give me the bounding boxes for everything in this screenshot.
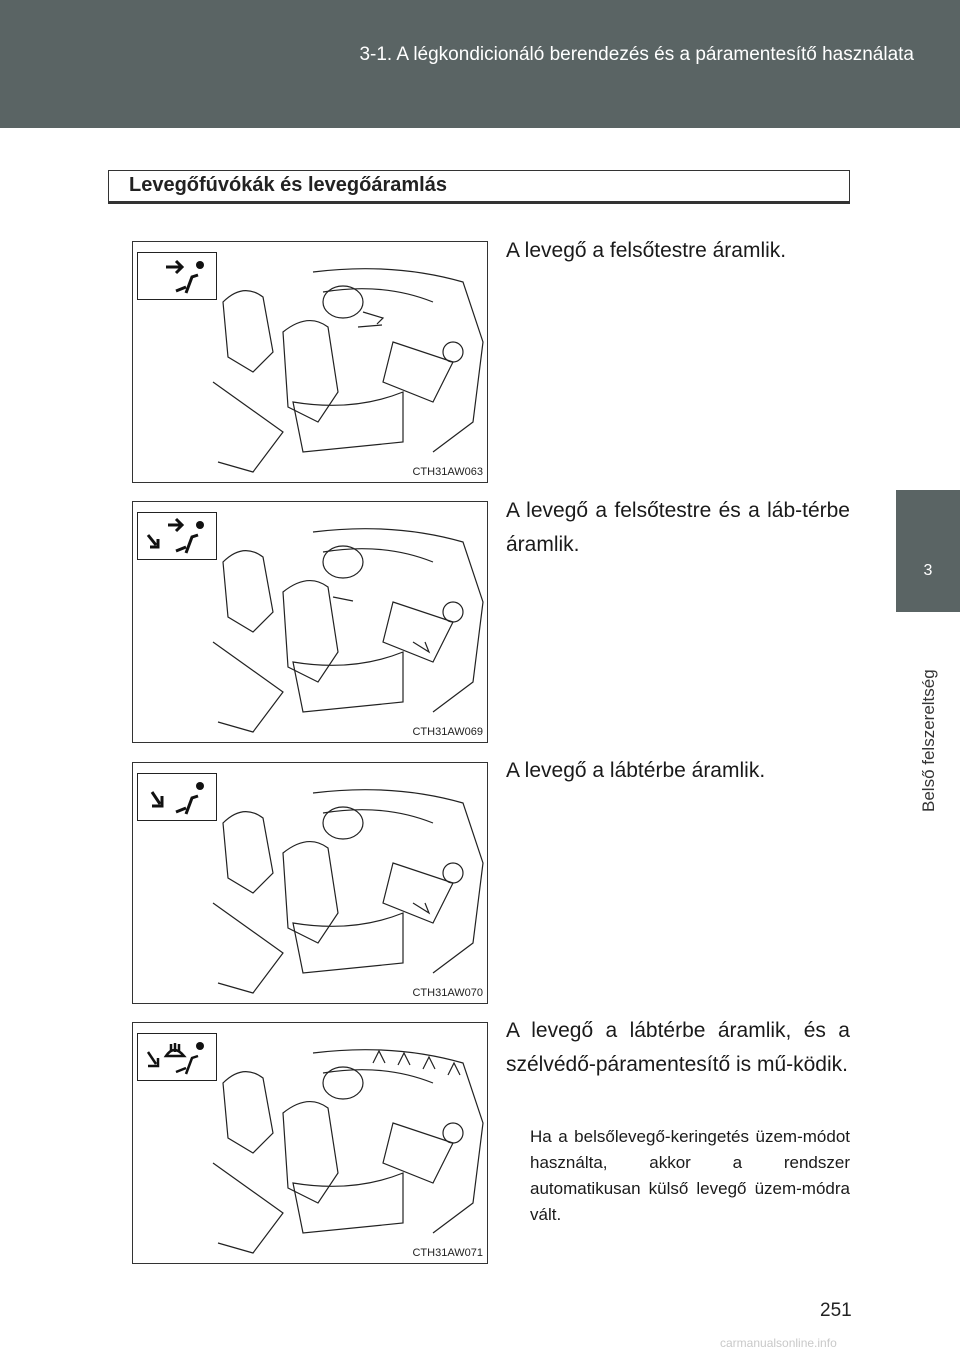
- breadcrumb: 3-1. A légkondicionáló berendezés és a páramentesítő használata: [359, 44, 914, 65]
- chapter-tab: [896, 490, 960, 612]
- mode-description: A levegő a lábtérbe áramlik, és a szélvédő-páramentesítő is mű-ködik.: [506, 1019, 850, 1076]
- figure-floor-defrost-vent: [132, 1022, 488, 1264]
- page-number: 251: [820, 1300, 852, 1321]
- figure-code: CTH31AW070: [412, 987, 483, 999]
- watermark: carmanualsonline.info: [720, 1336, 837, 1350]
- mode-description: A levegő a felsőtestre áramlik.: [506, 239, 787, 262]
- floor-vent-icon: [137, 773, 217, 821]
- figure-code: CTH31AW063: [412, 466, 483, 478]
- figure-face-vent: [132, 241, 488, 483]
- figure-bi-level-vent: [132, 501, 488, 743]
- mode-description: A levegő a felsőtestre és a láb-térbe áramlik.: [506, 499, 850, 556]
- section-title: Levegőfúvókák és levegőáramlás: [129, 174, 447, 196]
- figure-floor-vent: [132, 762, 488, 1004]
- page-header: [0, 0, 960, 128]
- bi-level-vent-icon: [137, 512, 217, 560]
- floor-defrost-vent-icon: [137, 1033, 217, 1081]
- chapter-label-area: [896, 612, 960, 817]
- figure-code: CTH31AW071: [412, 1247, 483, 1259]
- mode-note: Ha a belsőlevegő-keringetés üzem-módot használta, akkor a rendszer automatikusan külső levegő üzem-módra vált.: [530, 1127, 850, 1224]
- chapter-label: Belső felszereltség: [919, 669, 938, 812]
- mode-description: A levegő a lábtérbe áramlik.: [506, 759, 766, 782]
- section-heading: [108, 170, 850, 204]
- face-vent-icon: [137, 252, 217, 300]
- chapter-number: 3: [923, 562, 933, 579]
- figure-code: CTH31AW069: [412, 726, 483, 738]
